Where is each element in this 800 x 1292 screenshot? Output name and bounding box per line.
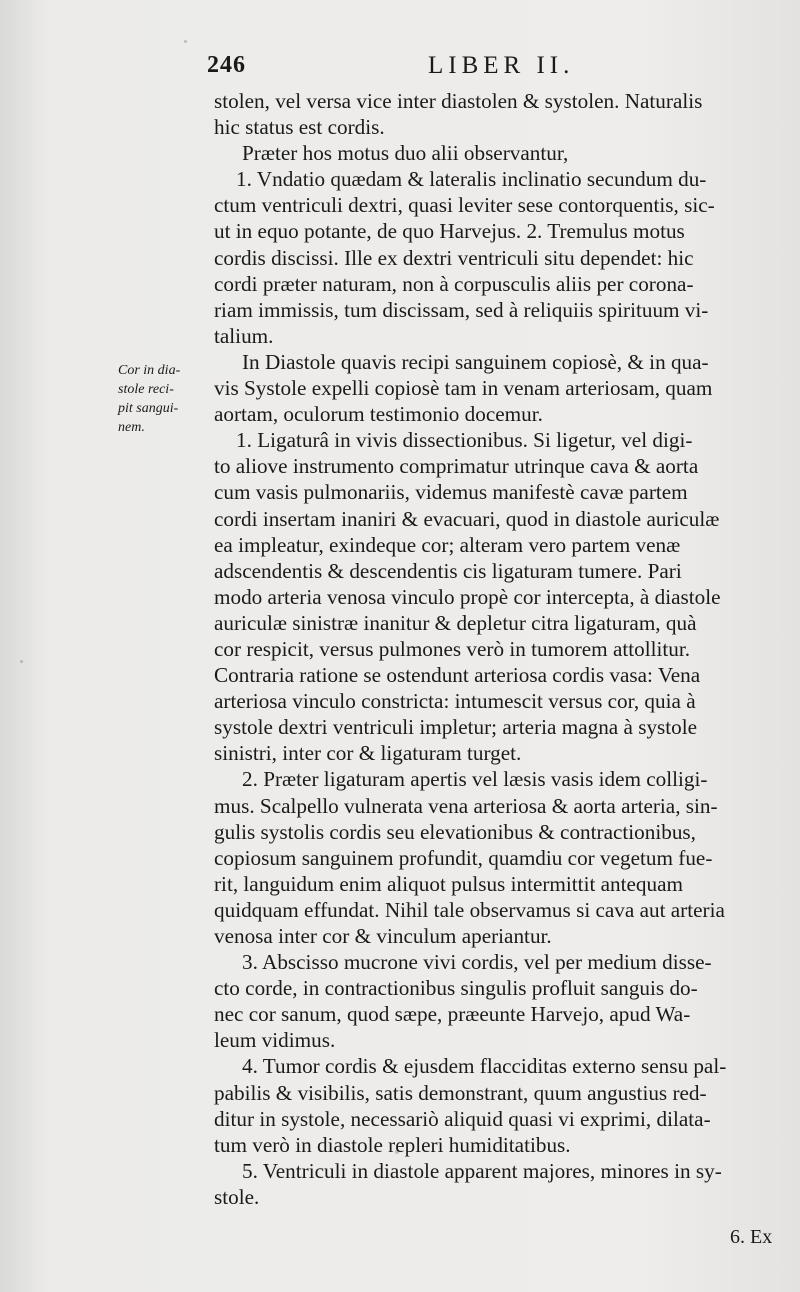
text-line: nec cor sanum, quod sæpe, præeunte Harvejo, apud Wa-	[214, 1002, 691, 1027]
text-line: arteriosa vinculo constricta: intumescit versus cor, quia à	[214, 689, 696, 714]
text-line: 2. Præter ligaturam apertis vel læsis vasis idem colligi-	[242, 767, 708, 792]
text-line: 1. Vndatio quædam & lateralis inclinatio secundum du-	[236, 167, 707, 192]
margin-note-line: pit sangui-	[118, 401, 179, 416]
text-line: ctum ventriculi dextri, quasi leviter sese contorquentis, sic-	[214, 193, 715, 218]
text-line: 1. Ligaturâ in vivis dissectionibus. Si ligetur, vel digi-	[236, 428, 693, 453]
text-line: cordi insertam inaniri & evacuari, quod in diastole auriculæ	[214, 506, 720, 531]
text-line: 3. Abscisso mucrone vivi cordis, vel per medium disse-	[242, 950, 712, 975]
text-line: auriculæ sinistræ inanitur & depletur citra ligaturam, quà	[214, 610, 697, 635]
ink-speck	[184, 40, 187, 43]
text-line: leum vidimus.	[214, 1028, 336, 1053]
text-line: to aliove instrumento comprimatur utrinque cava & aorta	[214, 454, 699, 479]
text-line: gulis systolis cordis seu elevationibus & contractionibus,	[214, 819, 696, 844]
margin-note-line: nem.	[118, 420, 145, 435]
text-line: cto corde, in contractionibus singulis profluit sanguis do-	[214, 976, 698, 1001]
page-header	[0, 52, 800, 88]
text-line: mus. Scalpello vulnerata vena arteriosa & aorta arteria, sin-	[214, 793, 718, 818]
margin-note-line: stole reci-	[118, 382, 174, 397]
text-line: aortam, oculorum testimonio docemur.	[214, 402, 543, 427]
text-line: ea impleatur, exindeque cor; alteram vero partem venæ	[214, 532, 681, 557]
text-line: cordi præter naturam, non à corpusculis aliis per corona-	[214, 271, 694, 296]
text-line: vis Systole expelli copiosè tam in venam arteriosam, quam	[214, 376, 713, 401]
text-line: sinistri, inter cor & ligaturam turget.	[214, 741, 522, 766]
margin-note	[118, 361, 210, 437]
text-line: tum verò in diastole repleri humiditatibus.	[214, 1132, 571, 1157]
text-line: 5. Ventriculi in diastole apparent majores, minores in sy-	[242, 1158, 722, 1183]
text-line: copiosum sanguinem profundit, quamdiu cor vegetum fue-	[214, 845, 713, 870]
text-line: stole.	[214, 1184, 260, 1209]
text-line: cordis discissi. Ille ex dextri ventriculi situ dependet: hic	[214, 245, 694, 270]
text-line: Contraria ratione se ostendunt arteriosa cordis vasa: Vena	[214, 663, 701, 688]
text-line: hic status est cordis.	[214, 115, 385, 140]
text-line: quidquam effundat. Nihil tale observamus si cava aut arteria	[214, 897, 725, 922]
text-line: talium.	[214, 323, 274, 348]
text-line: pabilis & visibilis, satis demonstrant, quum angustius red-	[214, 1080, 707, 1105]
text-line: cum vasis pulmonariis, videmus manifestè cavæ partem	[214, 480, 688, 505]
text-line: stolen, vel versa vice inter diastolen & systolen. Naturalis	[214, 89, 703, 113]
text-line: riam immissis, tum discissam, sed à reliquiis spirituum vi-	[214, 297, 709, 322]
text-line: cor respicit, versus pulmones verò in tumorem attollitur.	[214, 636, 691, 661]
text-line: In Diastole quavis recipi sanguinem copiosè, & in qua-	[242, 349, 709, 374]
text-line: adscendentis & descendentis cis ligaturam tumere. Pari	[214, 558, 682, 583]
body-text	[214, 88, 788, 1210]
running-head: LIBER II.	[428, 52, 575, 79]
margin-note-line: Cor in dia-	[118, 363, 181, 378]
catchword: 6. Ex	[730, 1226, 773, 1248]
page-number: 246	[207, 52, 246, 78]
text-line: 4. Tumor cordis & ejusdem flacciditas externo sensu pal-	[242, 1054, 727, 1079]
text-line: systole dextri ventriculi impletur; arteria magna à systole	[214, 715, 698, 740]
text-line: ditur in systole, necessariò aliquid quasi vi exprimi, dilata-	[214, 1106, 711, 1131]
text-line: ut in equo potante, de quo Harvejus. 2. Tremulus motus	[214, 219, 685, 244]
text-line: venosa inter cor & vinculum aperiantur.	[214, 924, 552, 948]
text-line: Præter hos motus duo alii observantur,	[242, 141, 569, 166]
text-line: rit, languidum enim aliquot pulsus intermittit antequam	[214, 871, 684, 896]
ink-speck	[20, 660, 23, 663]
text-line: modo arteria venosa vinculo propè cor intercepta, à diastole	[214, 584, 721, 609]
